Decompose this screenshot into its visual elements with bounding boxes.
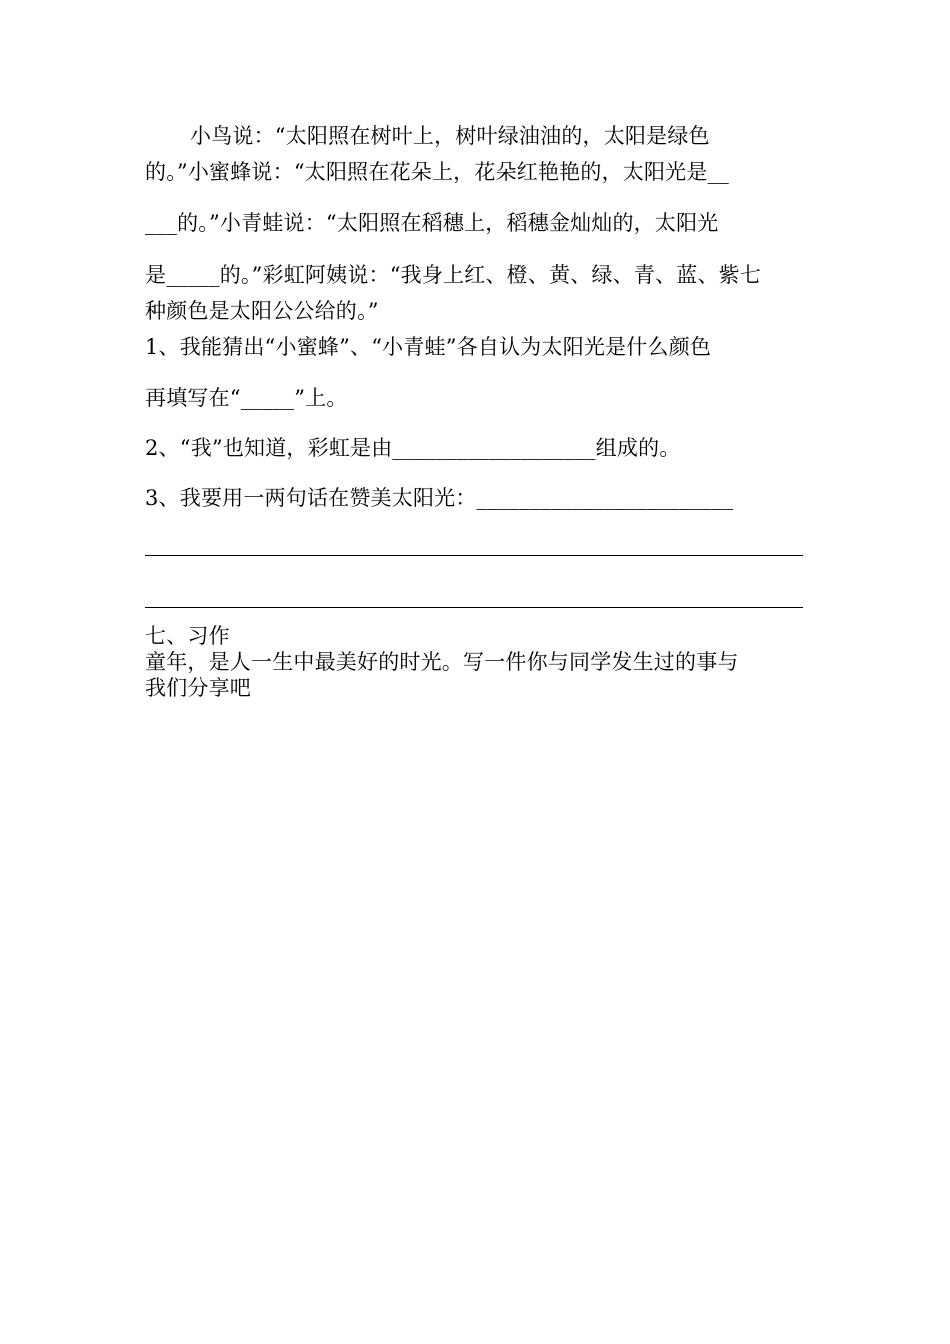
composition-prompt-line-2: 我们分享吧: [145, 676, 251, 700]
composition-heading: 七、习作: [145, 624, 230, 648]
question-3: 3、我要用一两句话在赞美太阳光：________________________: [145, 486, 734, 510]
passage-line-3: ___的。”小青蛙说：“太阳照在稻穗上，稻穗金灿灿的，太阳光: [145, 211, 719, 235]
passage-line-1: 小鸟说：“太阳照在树叶上，树叶绿油油的，太阳是绿色: [190, 124, 710, 148]
question-2: 2、“我”也知道，彩虹是由___________________组成的。: [145, 436, 681, 460]
composition-prompt-line-1: 童年，是人一生中最美好的时光。写一件你与同学发生过的事与: [145, 650, 739, 674]
answer-rule-2: [145, 607, 803, 608]
answer-rule-1: [145, 555, 803, 556]
question-1-line-1: 1、我能猜出“小蜜蜂”、“小青蛙”各自认为太阳光是什么颜色: [145, 335, 712, 359]
passage-line-5: 种颜色是太阳公公给的。”: [145, 299, 379, 323]
question-1-line-2: 再填写在“_____”上。: [145, 386, 348, 410]
passage-line-2: 的。”小蜜蜂说：“太阳照在花朵上，花朵红艳艳的，太阳光是__: [145, 160, 729, 184]
passage-line-4: 是_____的。”彩虹阿姨说：“我身上红、橙、黄、绿、青、蓝、紫七: [145, 263, 762, 287]
